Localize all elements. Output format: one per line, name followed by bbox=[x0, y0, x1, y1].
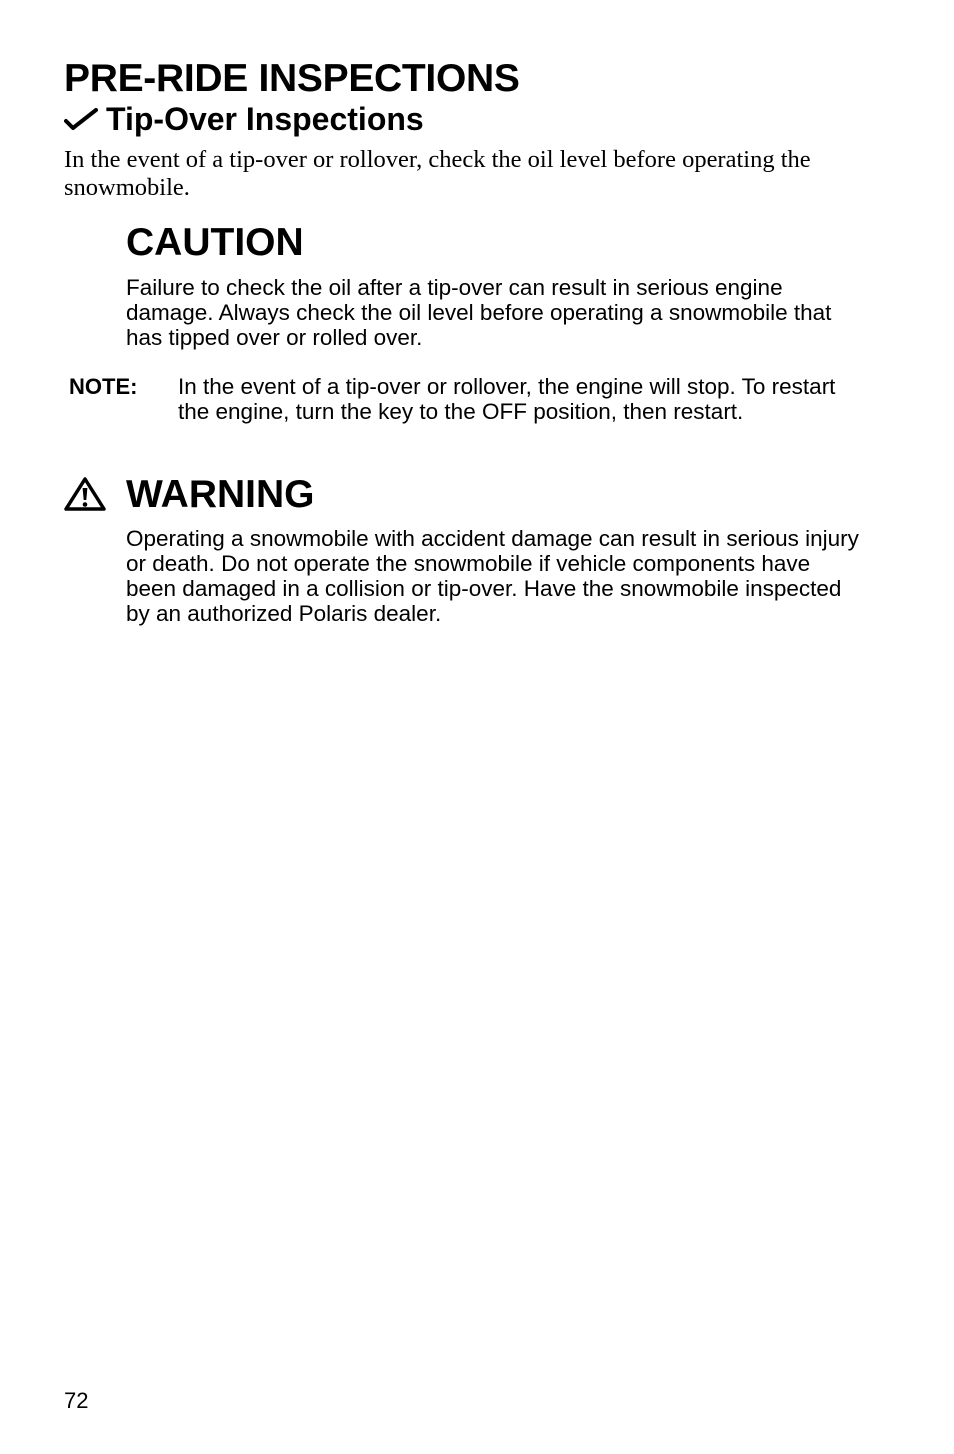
section-heading-text: Tip-Over Inspections bbox=[106, 101, 424, 137]
warning-heading: WARNING bbox=[126, 473, 315, 516]
caution-body: Failure to check the oil after a tip-over can result in serious engine damage. Always check the oil level before operating a snowmobile that has tipped over or rolled over. bbox=[126, 275, 832, 350]
warning-body: Operating a snowmobile with accident damage can result in serious injury or death. Do not operate the snowmobile if vehicle components have been damaged in a collision or tip-over. Have the snowmobile inspected by an authorized Polaris dealer. bbox=[126, 526, 859, 626]
page-title: PRE-RIDE INSPECTIONS bbox=[64, 57, 520, 100]
intro-paragraph: In the event of a tip-over or rollover, check the oil level before operating the snowmobile. bbox=[64, 146, 811, 201]
page-number: 72 bbox=[64, 1388, 89, 1413]
warning-triangle-icon bbox=[64, 477, 106, 511]
note-text: In the event of a tip-over or rollover, the engine will stop. To restart the engine, turn the key to the OFF position, then restart. bbox=[178, 374, 836, 424]
section-heading bbox=[64, 100, 424, 138]
note-label: NOTE: bbox=[69, 374, 138, 399]
caution-heading: CAUTION bbox=[126, 221, 304, 264]
checkmark-icon bbox=[64, 107, 98, 131]
